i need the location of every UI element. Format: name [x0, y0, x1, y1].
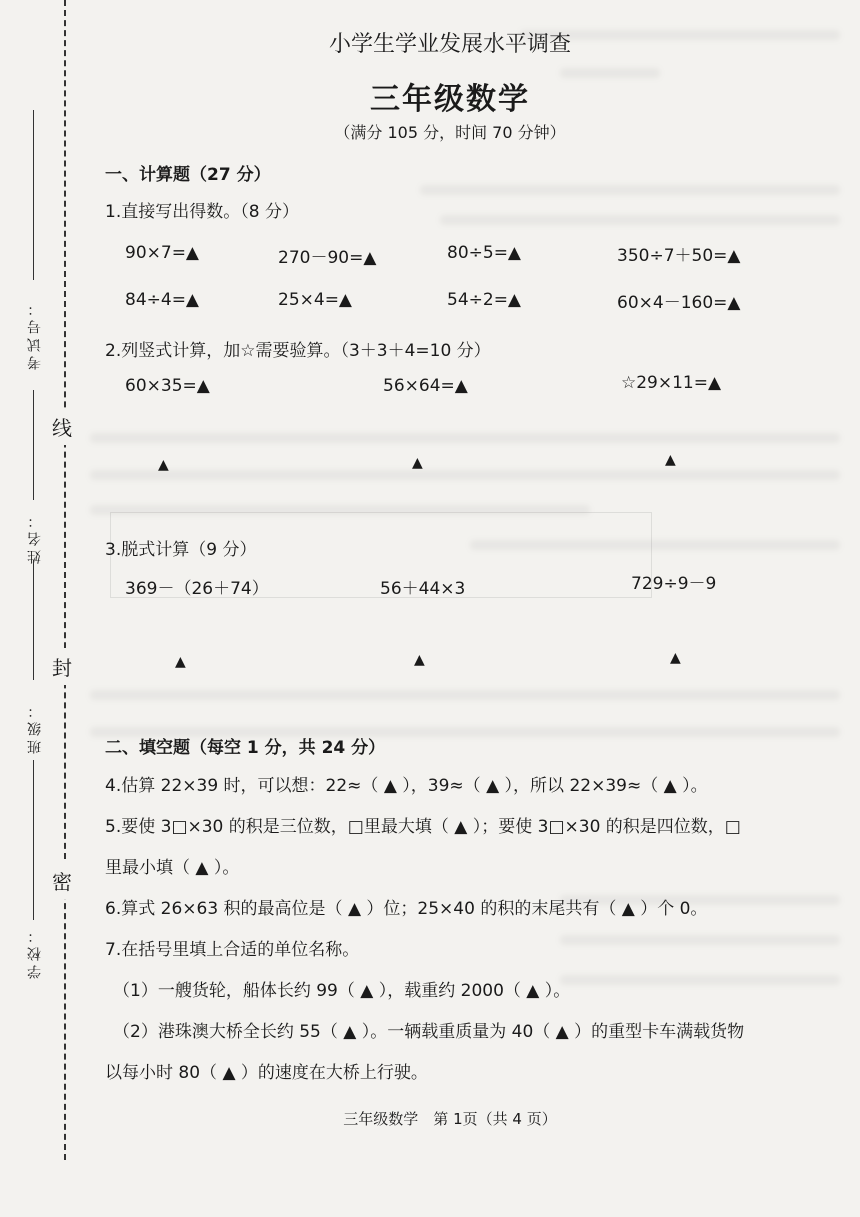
q1-item: 350÷7＋50=▲ — [617, 246, 741, 266]
q2-item: 60×35=▲ — [125, 376, 210, 396]
q6-text: 6.算式 26×63 积的最高位是（ ▲ ）位；25×40 的积的末尾共有（ ▲ ）个 0。 — [105, 899, 708, 919]
bleed-through — [560, 975, 840, 985]
q7-2-text: （2）港珠澳大桥全长约 55（ ▲ ）。一辆载重质量为 40（ ▲ ）的重型卡车满载货物 — [113, 1022, 745, 1042]
q5-text: 5.要使 3□×30 的积是三位数，□里最大填（ ▲ ）；要使 3□×30 的积是四位数，□ — [105, 817, 741, 837]
seal-secret-char: 密 — [52, 862, 72, 899]
school-label: 学校： — [27, 925, 43, 979]
answer-placeholder: ▲ — [665, 452, 676, 468]
survey-title: 小学生学业发展水平调查 — [328, 32, 571, 57]
q5-text-cont: 里最小填（ ▲ ）。 — [105, 858, 240, 878]
seal-line-char: 线 — [52, 408, 72, 445]
bleed-through — [90, 433, 840, 443]
q3-item: 369－（26＋74） — [125, 579, 269, 599]
section1-title: 一、计算题（27 分） — [105, 165, 271, 185]
q1-item: 54÷2=▲ — [447, 290, 522, 310]
exam-no-label: 考试号： — [27, 298, 43, 370]
answer-placeholder: ▲ — [158, 457, 169, 473]
school-line — [33, 760, 34, 920]
section2-title: 二、填空题（每空 1 分，共 24 分） — [105, 738, 386, 758]
seal-seal-char: 封 — [52, 648, 72, 685]
q1-label: 1.直接写出得数。（8 分） — [105, 202, 299, 222]
exam-info: （满分 105 分，时间 70 分钟） — [334, 123, 566, 142]
cut-line — [64, 0, 66, 1160]
q7-1-text: （1）一艘货轮，船体长约 99（ ▲ ），载重约 2000（ ▲ ）。 — [113, 981, 571, 1001]
subject-title: 三年级数学 — [370, 82, 530, 117]
q1-item: 270－90=▲ — [278, 248, 377, 268]
q1-item: 25×4=▲ — [278, 290, 353, 310]
answer-placeholder: ▲ — [670, 650, 681, 666]
q1-item: 84÷4=▲ — [125, 290, 200, 310]
q7-text: 7.在括号里填上合适的单位名称。 — [105, 940, 360, 960]
q2-label: 2.列竖式计算，加☆需要验算。（3＋3＋4=10 分） — [105, 341, 491, 361]
class-label: 班级： — [27, 700, 43, 754]
bleed-through — [440, 215, 840, 225]
q3-item: 729÷9－9 — [631, 574, 717, 594]
q3-label: 3.脱式计算（9 分） — [105, 540, 257, 560]
q2-item: ☆29×11=▲ — [621, 373, 722, 393]
q1-item: 60×4－160=▲ — [617, 293, 741, 313]
page-footer: 三年级数学 第 1页（共 4 页） — [343, 1110, 557, 1128]
q3-item: 56＋44×3 — [380, 579, 466, 599]
answer-placeholder: ▲ — [175, 654, 186, 670]
name-label: 姓名： — [27, 510, 43, 564]
q7-2-text-cont: 以每小时 80（ ▲ ）的速度在大桥上行驶。 — [105, 1063, 428, 1083]
class-line — [33, 560, 34, 680]
answer-placeholder: ▲ — [414, 652, 425, 668]
q4-text: 4.估算 22×39 时，可以想：22≈（ ▲ ），39≈（ ▲ ），所以 22×39≈（ ▲ ）。 — [105, 776, 708, 796]
q1-item: 80÷5=▲ — [447, 243, 522, 263]
name-line — [33, 390, 34, 500]
bleed-through — [420, 185, 840, 195]
binding-margin — [0, 0, 75, 1217]
bleed-through — [90, 690, 840, 700]
bleed-through — [90, 470, 840, 480]
q2-item: 56×64=▲ — [383, 376, 468, 396]
answer-placeholder: ▲ — [412, 455, 423, 471]
bleed-through — [560, 935, 840, 945]
q1-item: 90×7=▲ — [125, 243, 200, 263]
